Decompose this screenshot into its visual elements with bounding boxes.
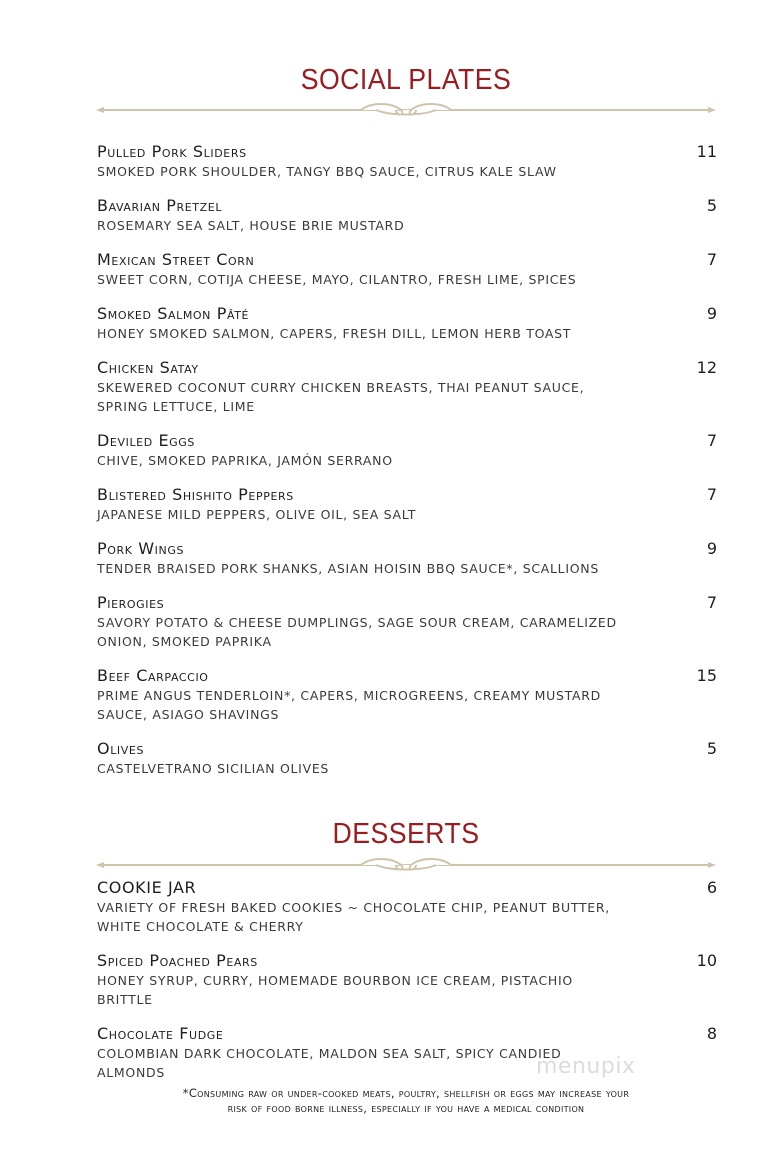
item-name: Pork Wings [97, 539, 185, 558]
item-description: JAPANESE MILD PEPPERS, OLIVE OIL, SEA SALT [97, 507, 417, 522]
food-safety-disclaimer [0, 1086, 768, 1116]
ornament-divider [96, 857, 716, 873]
menu-item [97, 951, 717, 1009]
item-description: HONEY SMOKED SALMON, CAPERS, FRESH DILL, LEMON HERB TOAST [97, 326, 572, 341]
item-description: SMOKED PORK SHOULDER, TANGY BBQ SAUCE, CITRUS KALE SLAW [97, 164, 557, 179]
menu-item [97, 739, 717, 778]
item-name: Olives [97, 739, 145, 758]
menu-item [97, 142, 717, 181]
section-title-desserts: DESSERTS [332, 818, 480, 850]
section-title-social-plates: SOCIAL PLATES [300, 64, 512, 96]
item-name: COOKIE JAR [97, 878, 197, 897]
item-price: 12 [696, 358, 717, 377]
item-price: 9 [706, 539, 717, 558]
watermark: menupix [536, 1054, 636, 1079]
disclaimer-line: risk of food borne illness, especially if you have a medical condition [227, 1101, 585, 1115]
item-description: SKEWERED COCONUT CURRY CHICKEN BREASTS, THAI PEANUT SAUCE, SPRING LETTUCE, LIME [97, 380, 585, 414]
item-price: 5 [706, 739, 717, 758]
item-name: Bavarian Pretzel [97, 196, 223, 215]
item-name: Spiced Poached Pears [97, 951, 258, 970]
item-price: 6 [706, 878, 717, 897]
item-price: 7 [706, 485, 717, 504]
item-name: Deviled Eggs [97, 431, 196, 450]
item-description: SAVORY POTATO & CHEESE DUMPLINGS, SAGE SOUR CREAM, CARAMELIZED ONION, SMOKED PAPRIKA [97, 615, 617, 649]
menu-item [97, 196, 717, 235]
menu-item [97, 666, 717, 724]
item-price: 7 [706, 250, 717, 269]
item-name: Chicken Satay [97, 358, 199, 377]
item-name: Beef Carpaccio [97, 666, 209, 685]
item-description: CHIVE, SMOKED PAPRIKA, JAMÓN SERRANO [97, 453, 393, 468]
item-description: ROSEMARY SEA SALT, HOUSE BRIE MUSTARD [97, 218, 405, 233]
menu-item [97, 593, 717, 651]
menu-item [97, 878, 717, 936]
item-name: Pulled Pork Sliders [97, 142, 247, 161]
item-name: Pierogies [97, 593, 165, 612]
item-name: Blistered Shishito Peppers [97, 485, 294, 504]
item-description: HONEY SYRUP, CURRY, HOMEMADE BOURBON ICE CREAM, PISTACHIO BRITTLE [97, 973, 573, 1007]
item-description: CASTELVETRANO SICILIAN OLIVES [97, 761, 330, 776]
ornament-divider [96, 102, 716, 118]
menu-item [97, 431, 717, 470]
menu-item [97, 358, 717, 416]
item-name: Smoked Salmon Pâté [97, 304, 250, 323]
menu-item [97, 485, 717, 524]
item-name: Mexican Street Corn [97, 250, 255, 269]
menu-item [97, 539, 717, 578]
item-name: Chocolate Fudge [97, 1024, 224, 1043]
item-description: PRIME ANGUS TENDERLOIN*, CAPERS, MICROGREENS, CREAMY MUSTARD SAUCE, ASIAGO SHAVINGS [97, 688, 601, 722]
item-price: 15 [696, 666, 717, 685]
item-price: 9 [706, 304, 717, 323]
item-description: TENDER BRAISED PORK SHANKS, ASIAN HOISIN BBQ SAUCE*, SCALLIONS [97, 561, 599, 576]
item-price: 5 [706, 196, 717, 215]
item-price: 7 [706, 431, 717, 450]
disclaimer-line: *Consuming raw or under-cooked meats, poultry, shellfish or eggs may increase your [182, 1086, 630, 1100]
item-description: VARIETY OF FRESH BAKED COOKIES ~ CHOCOLATE CHIP, PEANUT BUTTER, WHITE CHOCOLATE & CHERRY [97, 900, 610, 934]
social-plates-list [97, 142, 717, 793]
item-description: SWEET CORN, COTIJA CHEESE, MAYO, CILANTRO, FRESH LIME, SPICES [97, 272, 577, 287]
menu-item [97, 304, 717, 343]
item-price: 10 [696, 951, 717, 970]
item-price: 11 [696, 142, 717, 161]
item-price: 8 [706, 1024, 717, 1043]
menu-item [97, 250, 717, 289]
item-description: COLOMBIAN DARK CHOCOLATE, MALDON SEA SALT, SPICY CANDIED ALMONDS [97, 1046, 562, 1080]
item-price: 7 [706, 593, 717, 612]
